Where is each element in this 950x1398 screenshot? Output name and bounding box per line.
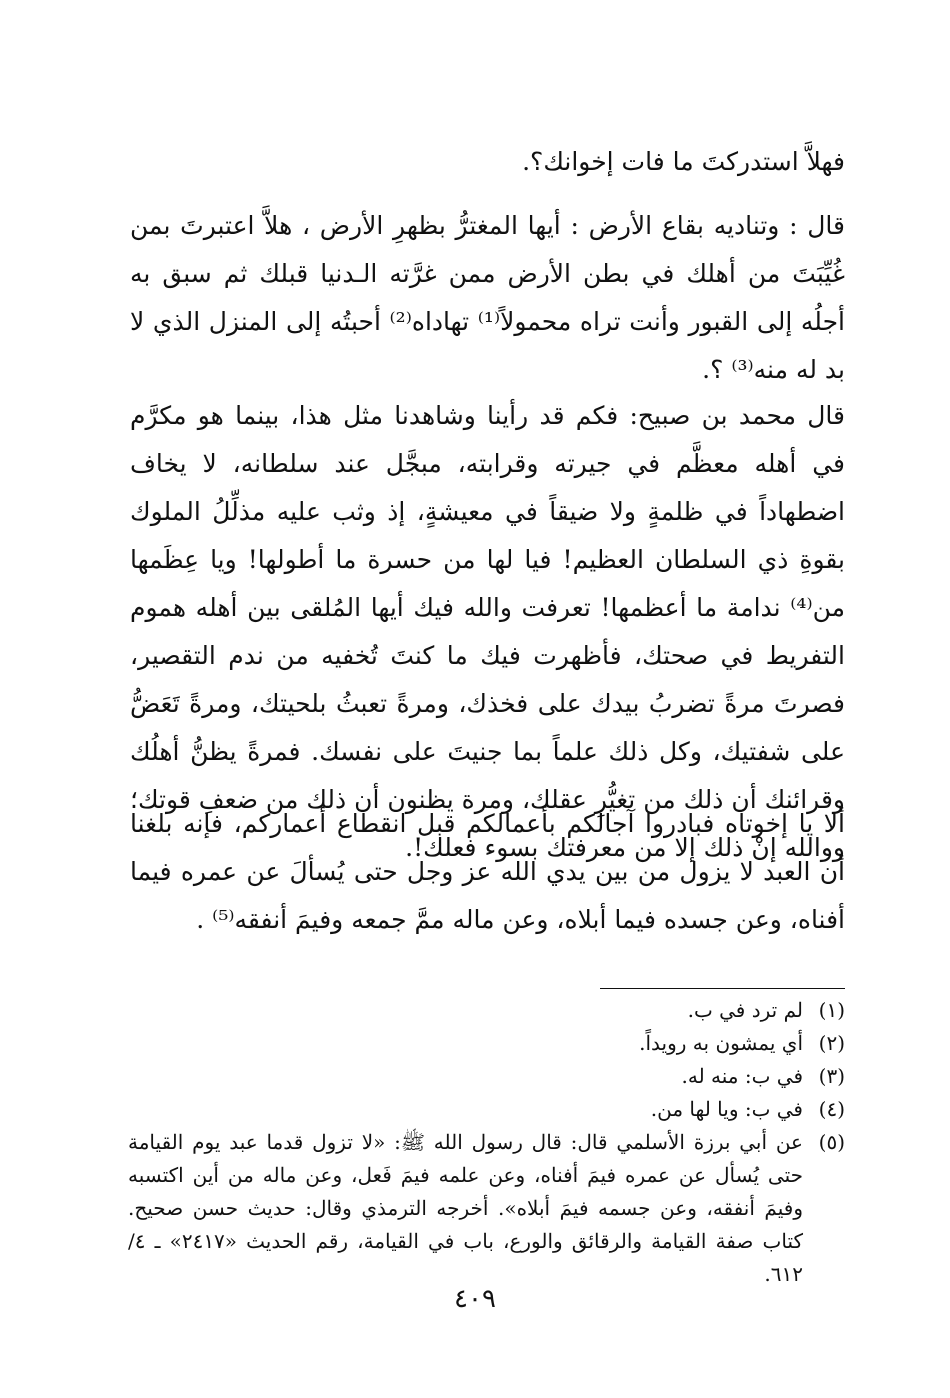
- footnote-text: أي يمشون به رويداً.: [639, 1031, 803, 1055]
- footnote: [128, 1027, 845, 1060]
- footnote-text: لم ترد في ب.: [687, 998, 803, 1022]
- footnote-text: عن أبي برزة الأسلمي قال: قال رسول الله ﷺ: «لا تزول قدما عبد يوم القيامة حتى يُسأل عن عمره فيمَ أفناه، وعن علمه فيمَ فَعل، وعن ماله من أين اكتسبه وفيمَ أنفقه، وعن جسمه فيمَ أبلاه». أخرجه الترمذي وقال: حديث حسن صحيح. كتاب صفة القيامة والرقائق والورع، باب في القيامة، رقم الحديث «٢٤١٧» ـ ٤/ ٦١٢.: [128, 1130, 803, 1286]
- footnote-number: (٢): [818, 1031, 845, 1055]
- page-number: ٤٠٩: [454, 1284, 496, 1314]
- footnote-text: في ب: منه له.: [681, 1064, 803, 1088]
- footnote: [128, 1126, 845, 1291]
- footnote-text: في ب: ويا لها من.: [650, 1097, 803, 1121]
- body-paragraph: قال محمد بن صبيح: فكم قد رأينا وشاهدنا مثل هذا، بينما هو مكرَّم في أهله معظَّم في جيرته وقرابته، مبجَّل عند سلطانه، لا يخاف اضطهاداً في ظلمةٍ ولا ضيقاً في معيشةٍ، إذ وثب عليه مذلِّلُ الملوك بقوةِ ذي السلطان العظيم! فيا لها من حسرة ما أطولها! ويا عِظَمها من⁽⁴⁾ ندامة ما أعظمها! تعرفت والله فيك أيها المُلقى بين أهله هموم التفريط في صحتك، فأظهرت فيك ما كنتَ تُخفيه من ندم التقصير، فصرتَ مرةً تضربُ بيدك على فخذك، ومرةً تعبثُ بلحيتك، ومرةً تَعَضُّ على شفتيك، وكل ذلك علماً بما جنيتَ على نفسك. فمرةً يظنُّ أهلُك وقرائنك أن ذلك من تغيُّرِ عقلك، ومرة يظنون أن ذلك من ضعفِ قوتك؛ ووالله إنْ ذلك إلا من معرفتك بسوء فعلك!.: [130, 401, 845, 862]
- footnote-number: (١): [818, 998, 845, 1022]
- footnote-number: (٣): [818, 1064, 845, 1088]
- body-paragraph: ألا يا إخوتاه فبادروا آجالكم بأعمالكم قبل انقطاع أعماركم، فإنه بلغنا أن العبد لا يزول من بين يدي الله عز وجل حتى يُسألَ عن عمره فيما أفناه، وعن جسده فيما أبلاه، وعن ماله ممَّ جمعه وفيمَ أنفقه⁽⁵⁾ .: [130, 809, 845, 934]
- footnote: [128, 1060, 845, 1093]
- footnotes-list: [128, 994, 845, 1291]
- body-paragraph: قال : وتناديه بقاع الأرض : أيها المغترُّ بظهرِ الأرض ، هلاَّ اعتبرتَ بمن غُيِّبَتَ من أهلك في بطن الأرض ممن غرَّته الـدنيا قبلك ثم سبق به أجلُه إلى القبور وأنت تراه محمولاً⁽¹⁾ تهاداه⁽²⁾ أحبتُه إلى المنزل الذي لا بد له منه⁽³⁾ ؟.: [130, 211, 845, 384]
- footnote: [128, 1093, 845, 1126]
- footnote: [128, 994, 845, 1027]
- body-paragraph: فهلاَّ استدركتَ ما فات إخوانك؟.: [522, 147, 845, 176]
- footnote-number: (٤): [818, 1097, 845, 1121]
- footnote-separator: [600, 988, 845, 989]
- footnote-number: (٥): [818, 1130, 845, 1154]
